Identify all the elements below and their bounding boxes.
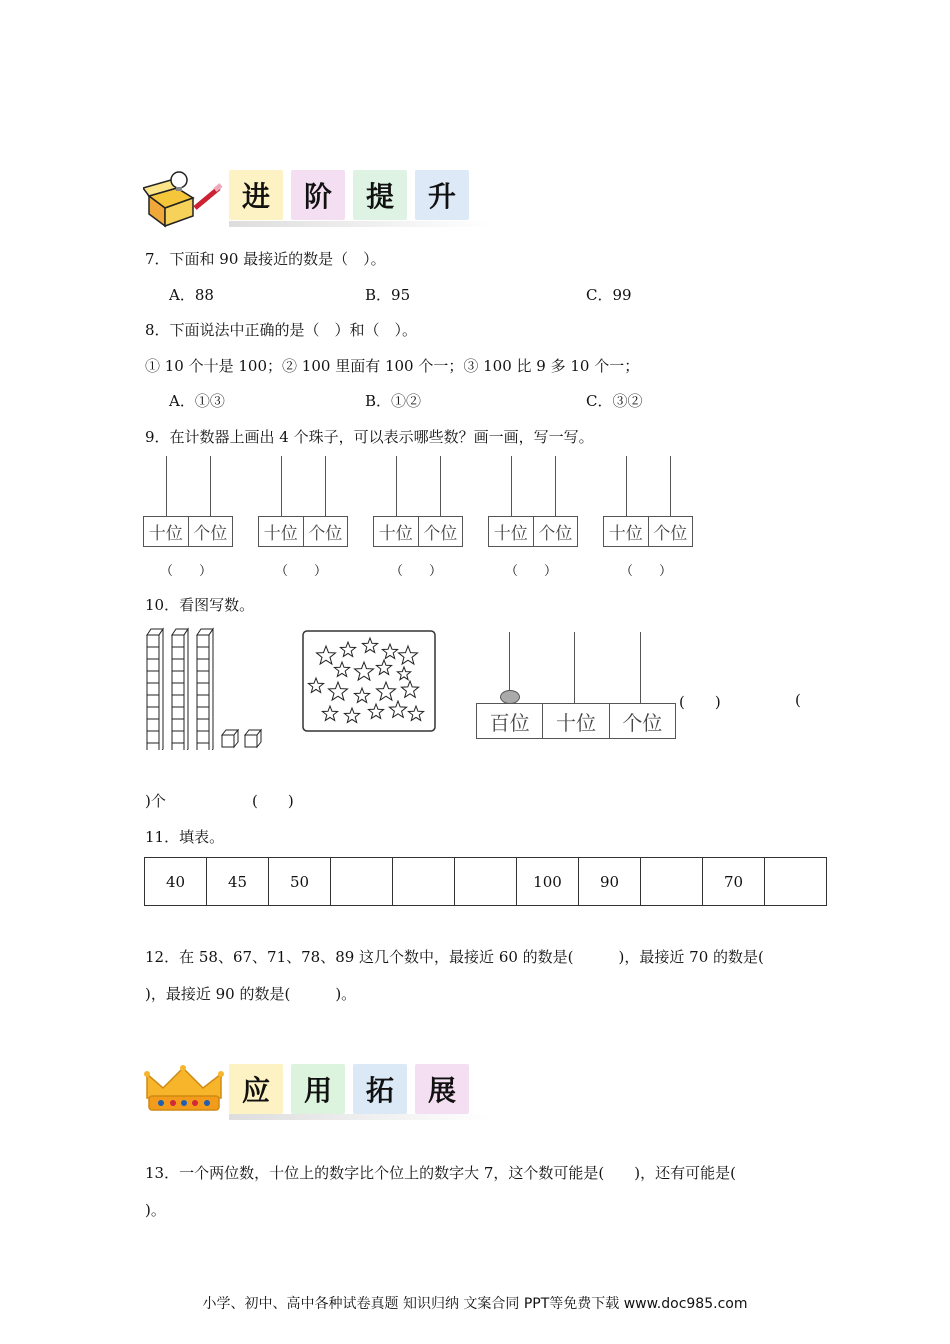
banner-tile: 提 — [353, 170, 407, 220]
section-banner-application — [229, 1064, 477, 1114]
table-cell: 45 — [207, 858, 269, 906]
banner-tile: 进 — [229, 170, 283, 220]
option-c: C．99 — [586, 286, 632, 304]
answer-blank[interactable]: ( ) — [252, 792, 294, 810]
banner-tile: 拓 — [353, 1064, 407, 1114]
crown-icon — [143, 1064, 225, 1114]
table-cell-blank[interactable] — [455, 858, 517, 906]
hundreds-label: 百位 — [489, 710, 530, 735]
question-9: 9．在计数器上画出 4 个珠子，可以表示哪些数？画一画，写一写。 — [145, 428, 594, 446]
tens-label: 十位 — [378, 524, 413, 544]
tens-label: 十位 — [608, 524, 643, 544]
ones-label: 个位 — [609, 704, 675, 738]
ones-label: 个位 — [418, 517, 463, 546]
answer-blank[interactable]: （ ） — [390, 564, 443, 579]
option-b: B．①② — [365, 392, 422, 410]
table-cell: 90 — [579, 858, 641, 906]
table-cell-blank[interactable] — [641, 858, 703, 906]
option-a: A．①③ — [169, 392, 225, 410]
answer-blank[interactable]: （ ） — [160, 564, 213, 579]
table-cell: 70 — [703, 858, 765, 906]
answer-blank[interactable]: （ ） — [275, 564, 328, 579]
table-cell: 50 — [269, 858, 331, 906]
banner-shadow — [229, 221, 491, 227]
tens-label: 十位 — [148, 524, 183, 544]
question-12-cont: )，最接近 90 的数是( )。 — [145, 985, 357, 1003]
question-12: 12．在 58、67、71、78、89 这几个数中，最接近 60 的数是( )，最接近 70 的数是( — [145, 948, 764, 966]
banner-tile: 用 — [291, 1064, 345, 1114]
option-a: A．88 — [169, 286, 214, 304]
ones-label: 个位 — [533, 517, 578, 546]
tens-label: 十位 — [542, 704, 608, 738]
answer-blank[interactable]: ( ) — [679, 693, 721, 711]
box-lightbulb-icon — [143, 168, 223, 228]
table-cell-blank[interactable] — [331, 858, 393, 906]
section-banner-advanced — [229, 170, 477, 220]
ones-label: 个位 — [303, 517, 348, 546]
option-c: C．③② — [586, 392, 643, 410]
table-cell: 40 — [145, 858, 207, 906]
answer-blank[interactable]: ( — [795, 691, 801, 709]
tens-label: 十位 — [493, 524, 528, 544]
ones-label: 个位 — [188, 517, 233, 546]
base-ten-blocks-figure — [144, 625, 266, 750]
banner-shadow — [229, 1114, 491, 1120]
ones-label: 个位 — [648, 517, 693, 546]
fill-table — [144, 857, 827, 906]
banner-tile: 应 — [229, 1064, 283, 1114]
question-10: 10．看图写数。 — [145, 596, 255, 614]
table-cell-blank[interactable] — [765, 858, 827, 906]
stars-figure — [302, 630, 436, 732]
abacus-bead — [500, 690, 520, 704]
page-footer: 小学、初中、高中各种试卷真题 知识归纳 文案合同 PPT等免费下载 www.doc985.com — [202, 1296, 748, 1312]
question-13-cont: )。 — [145, 1201, 166, 1219]
answer-blank-cont: )个 — [145, 792, 166, 810]
question-11: 11．填表。 — [145, 828, 225, 846]
answer-blank[interactable]: （ ） — [620, 564, 673, 579]
banner-tile: 升 — [415, 170, 469, 220]
question-7: 7．下面和 90 最接近的数是（ ）。 — [145, 250, 386, 268]
question-8-statements: ① 10 个十是 100；② 100 里面有 100 个一；③ 100 比 9 多 10 个一； — [145, 357, 640, 375]
question-13: 13．一个两位数，十位上的数字比个位上的数字大 7，这个数可能是( )，还有可能是( — [145, 1164, 736, 1182]
table-cell: 100 — [517, 858, 579, 906]
table-cell-blank[interactable] — [393, 858, 455, 906]
tens-label: 十位 — [263, 524, 298, 544]
banner-tile: 阶 — [291, 170, 345, 220]
question-8: 8．下面说法中正确的是（ ）和（ ）。 — [145, 321, 418, 339]
answer-blank[interactable]: （ ） — [505, 564, 558, 579]
banner-tile: 展 — [415, 1064, 469, 1114]
option-b: B．95 — [365, 286, 411, 304]
